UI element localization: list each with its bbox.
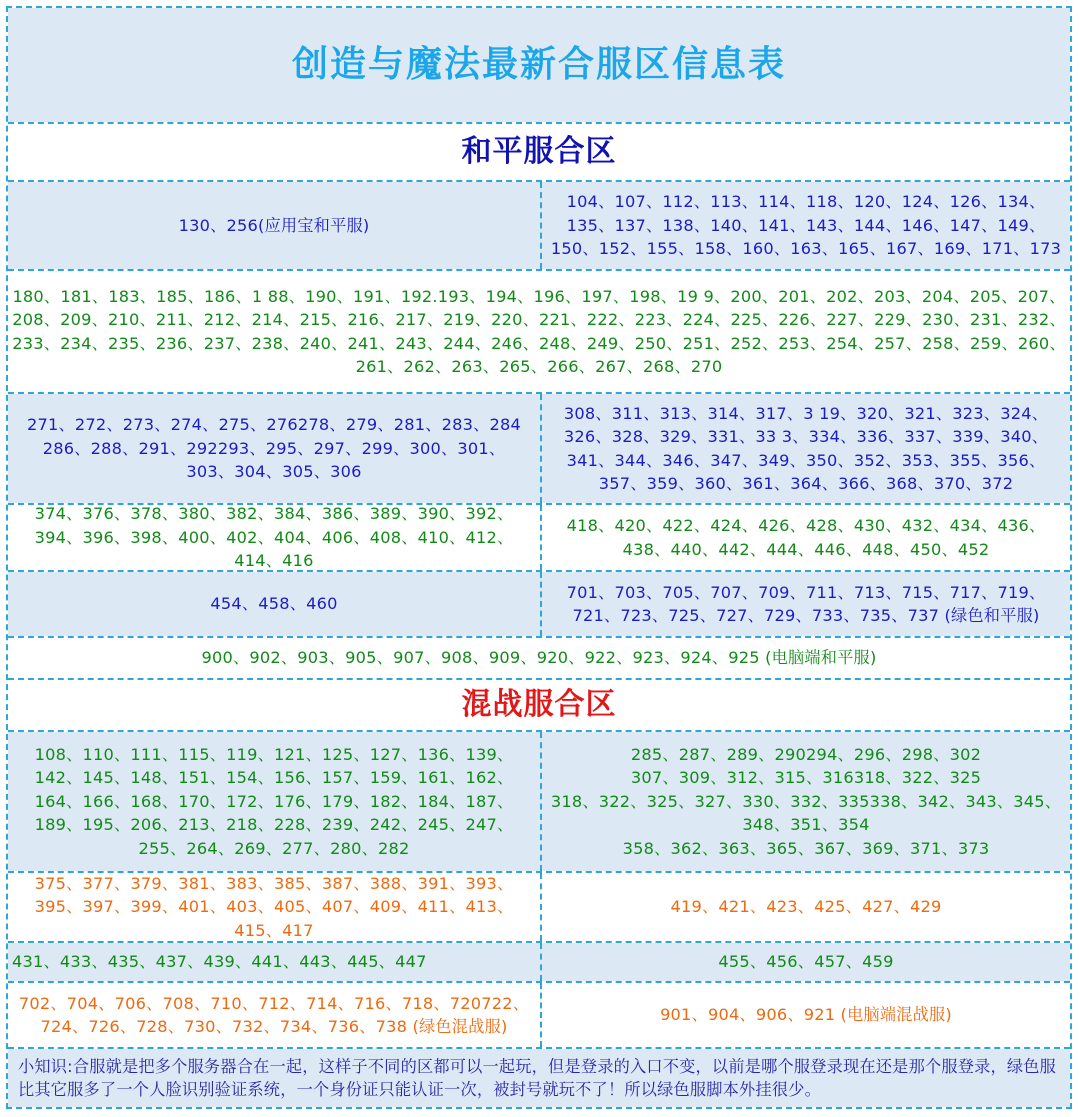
peace-row-1-left: 130、256(应用宝和平服) (8, 182, 540, 269)
war-row-1 (8, 730, 1070, 871)
peace-row-1 (8, 180, 1070, 269)
war-row-3-right: 455、456、457、459 (540, 943, 1070, 981)
peace-row-4 (8, 503, 1070, 570)
war-row-1-right-line: 358、362、363、365、367、369、371、373 (622, 838, 990, 858)
war-row-2-left: 375、377、379、381、383、385、387、388、391、393、395、397、399、401、403、405、407、409、411、413、415、417 (8, 873, 540, 941)
server-merge-table (6, 6, 1072, 1109)
peace-row-2-cell: 180、181、183、185、186、1 88、190、191、192.193、194、196、197、198、19 9、200、201、202、203、204、205、207、208、209、210、211、212、214、215、216、217、219、220、221、222、223、224、225、226、227、229、230、231、232、233、234、235、236、237、238、240、241、243、244、246、248、249、250、251、252、253、254、257、258、259、260、261、262、263、265、266、267、268、270 (8, 271, 1070, 392)
war-row-1-right-line: 348、351、354 (742, 815, 870, 835)
war-row-4-right: 901、904、906、921 (电脑端混战服) (540, 983, 1070, 1047)
peace-heading-row (8, 122, 1070, 180)
war-row-1-right-line: 285、287、289、290294、296、298、302 (630, 744, 982, 764)
peace-row-4-right: 418、420、422、424、426、428、430、432、434、436、438、440、442、444、446、448、450、452 (540, 505, 1070, 570)
peace-row-3-right: 308、311、313、314、317、3 19、320、321、323、324、326、328、329、331、33 3、334、336、337、339、340、341、344、346、347、349、350、352、353、355、356、357、359、360、361、364、366、368、370、372 (540, 394, 1070, 503)
peace-row-3 (8, 392, 1070, 503)
peace-row-1-right: 104、107、112、113、114、118、120、124、126、134、135、137、138、140、141、143、144、146、147、149、150、152、155、158、160、163、165、167、169、171、173 (540, 182, 1070, 269)
war-row-1-right (540, 732, 1070, 871)
peace-row-5 (8, 570, 1070, 636)
war-row-4 (8, 981, 1070, 1047)
war-row-4-left: 702、704、706、708、710、712、714、716、718、720722、724、726、728、730、732、734、736、738 (绿色混战服) (8, 983, 540, 1047)
war-row-3-left: 431、433、435、437、439、441、443、445、447 (8, 943, 540, 981)
peace-row-2 (8, 269, 1070, 392)
war-section-heading: 混战服合区 (461, 687, 617, 723)
title-row (8, 8, 1070, 122)
war-row-2-right: 419、421、423、425、427、429 (540, 873, 1070, 941)
note-row (8, 1047, 1070, 1107)
war-row-1-right-line: 307、309、312、315、316318、322、325 (630, 768, 982, 788)
peace-row-5-right: 701、703、705、707、709、711、713、715、717、719、721、723、725、727、729、733、735、737 (绿色和平服) (540, 572, 1070, 636)
peace-row-4-left: 374、376、378、380、382、384、386、389、390、392、394、396、398、400、402、404、406、408、410、412、414、416 (8, 505, 540, 570)
peace-row-3-left: 271、272、273、274、275、276278、279、281、283、284 286、288、291、292293、295、297、299、300、301、303、304、305、306 (8, 394, 540, 503)
peace-row-5-left: 454、458、460 (8, 572, 540, 636)
peace-section-heading: 和平服合区 (461, 134, 617, 170)
page-title: 创造与魔法最新合服区信息表 (291, 44, 786, 86)
peace-row-6 (8, 636, 1070, 678)
war-heading-row (8, 678, 1070, 730)
war-row-1-right-line: 318、322、325、327、330、332、335338、342、343、345、 (550, 791, 1062, 811)
peace-row-6-cell: 900、902、903、905、907、908、909、920、922、923、924、925 (电脑端和平服) (8, 638, 1070, 678)
war-row-3 (8, 941, 1070, 981)
note-text: 小知识:合服就是把多个服务器合在一起，这样子不同的区都可以一起玩，但是登录的入口不变，以前是哪个服登录现在还是那个服登录，绿色服比其它服多了一个人脸识别验证系统，一个身份证只能认证一次，被封号就玩不了！所以绿色服脚本外挂很少。 (8, 1049, 1070, 1107)
war-row-1-left: 108、110、111、115、119、121、125、127、136、139、142、145、148、151、154、156、157、159、161、162、164、166、168、170、172、176、179、182、184、187、189、195、206、213、218、228、239、242、245、247、255、264、269、277、280、282 (8, 732, 540, 871)
war-row-2 (8, 871, 1070, 941)
